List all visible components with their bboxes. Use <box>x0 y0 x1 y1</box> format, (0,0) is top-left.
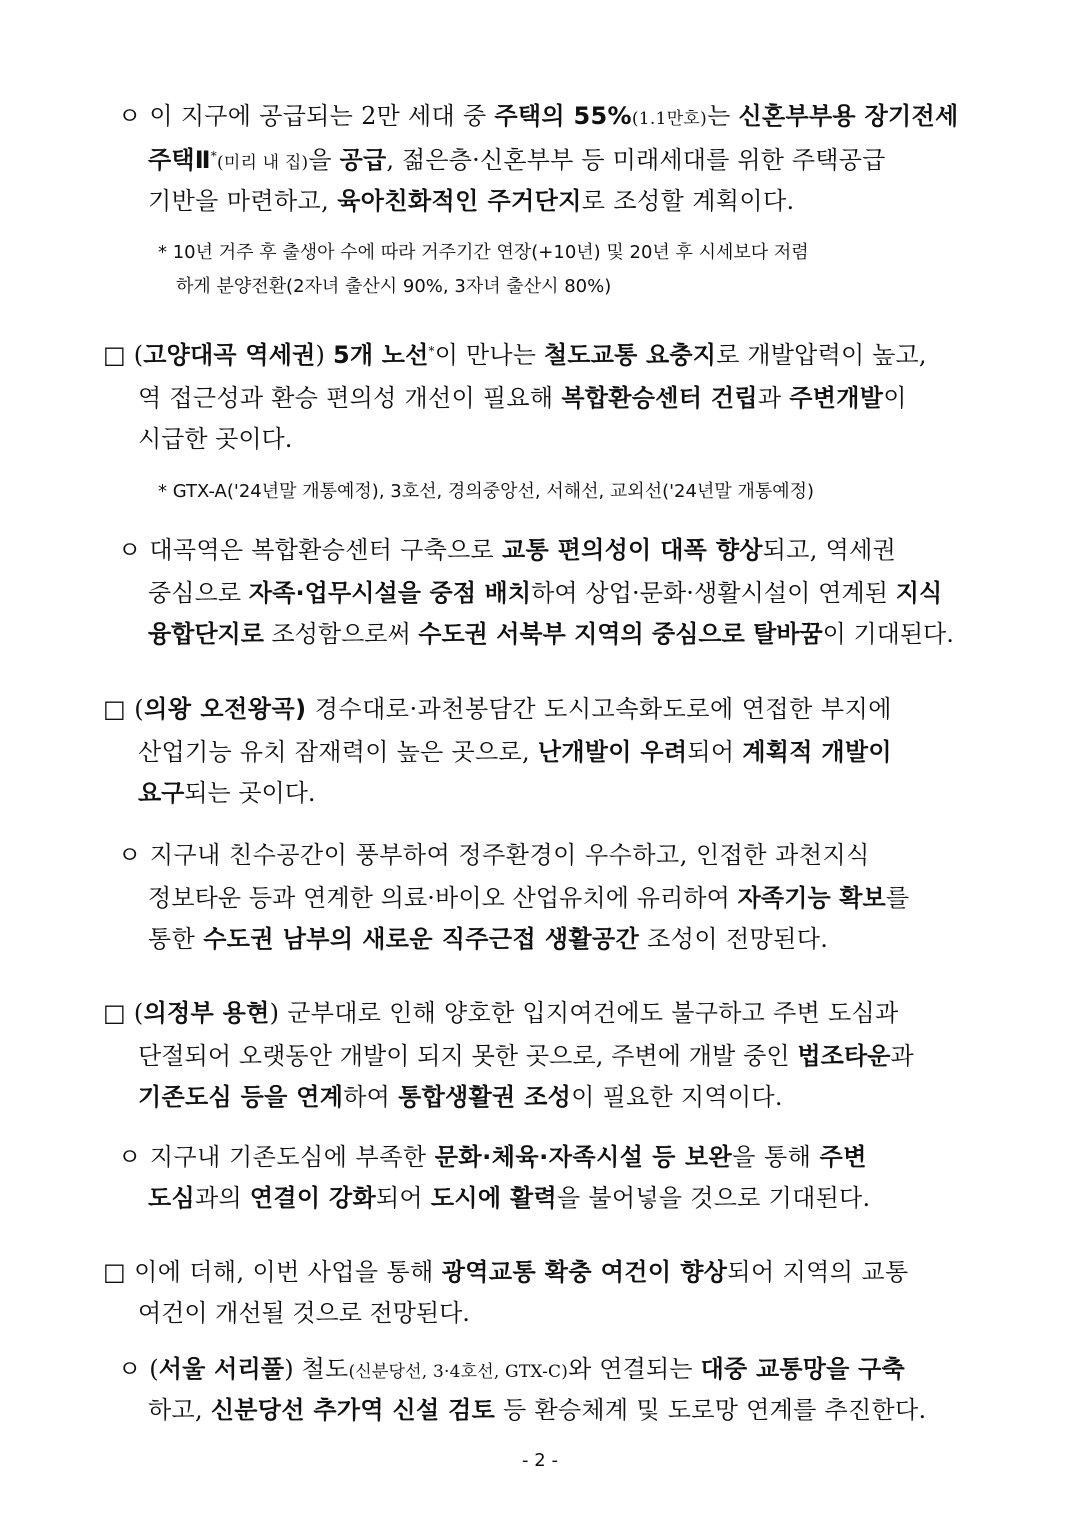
emphasis-text: 요구 <box>138 779 185 807</box>
emphasis-text: 연결이 강화 <box>249 1184 376 1212</box>
page-number: - 2 - <box>522 1450 558 1471</box>
section-text: 되어 <box>687 738 743 766</box>
bullet-text: 을 <box>308 146 340 174</box>
paren-note: (1.1만호) <box>631 109 708 129</box>
bullet-text: 과의 <box>194 1184 250 1212</box>
bullet-text: ㅇ 지구내 친수공간이 풍부하여 정주환경이 우수하고, 인접한 과천지식 <box>118 841 870 869</box>
section-marker: □ ( <box>103 341 144 369</box>
paren-note: (신분당선, 3·4호선, GTX-C) <box>348 1362 569 1382</box>
section-title: 의왕 오전왕곡) <box>144 695 307 723</box>
footnote-mark: * <box>210 149 217 163</box>
section-text: 이 만나는 <box>434 341 544 369</box>
bullet-text: 로 조성할 계획이다. <box>581 187 795 215</box>
emphasis-text: 문화·체육·자족시설 등 보완 <box>434 1143 733 1171</box>
bullet-text: 기반을 마련하고, <box>148 187 338 215</box>
bullet-text: 정보타운 등과 연계한 의료·바이오 산업유치에 유리하여 <box>148 884 738 912</box>
bullet-text: 하고, <box>148 1396 211 1424</box>
section-text: 하여 <box>343 1083 399 1111</box>
emphasis-text: 도시에 활력 <box>430 1184 557 1212</box>
section-text: 되는 곳이다. <box>184 779 316 807</box>
bullet-text: 되고, 역세권 <box>762 536 897 564</box>
section-text: 시급한 곳이다. <box>138 425 293 453</box>
bullet-text: ㅇ 지구내 기존도심에 부족한 <box>118 1143 435 1171</box>
section-text: 여건이 개선될 것으로 전망된다. <box>138 1299 470 1327</box>
section-text: 로 개발압력이 높고, <box>716 341 927 369</box>
emphasis-text: 대중 교통망을 구축 <box>700 1355 905 1383</box>
bullet-text: 중심으로 <box>148 579 249 607</box>
emphasis-text: 기존도심 등을 연계 <box>138 1083 344 1111</box>
bullet-text: 와 연결되는 <box>568 1355 701 1383</box>
emphasis-text: 지식 <box>895 579 943 607</box>
bullet-text: ) 철도 <box>284 1355 349 1383</box>
bullet-text: , 젊은층·신혼부부 등 미래세대를 위한 주택공급 <box>386 146 886 174</box>
section-title: 의정부 용현 <box>143 999 270 1027</box>
emphasis-text: 주변 <box>819 1143 867 1171</box>
emphasis-text: 통합생활권 조성 <box>398 1083 572 1111</box>
section-text: □ 이에 더해, 이번 사업을 통해 <box>103 1258 442 1286</box>
section-text: 과 <box>757 384 790 412</box>
section-title: 고양대곡 역세권 <box>143 341 316 369</box>
emphasis-text: 수도권 남부의 새로운 직주근접 생활공간 <box>203 925 640 953</box>
bullet-text: 되어 <box>375 1184 431 1212</box>
section-marker: □ ( <box>103 695 145 723</box>
section-text: 경수대로·과천봉담간 도시고속화도로에 연접한 부지에 <box>306 695 892 723</box>
bullet-text: 등 환승체계 및 도로망 연계를 추진한다. <box>495 1396 927 1424</box>
section-text: 역 접근성과 환승 편의성 개선이 필요해 <box>138 384 562 412</box>
bullet-text: ㅇ 대곡역은 복합환승센터 구축으로 <box>118 536 502 564</box>
bullet-text: ㅇ 이 지구에 공급되는 2만 세대 중 <box>118 102 495 130</box>
section-text: 과 <box>890 1042 914 1070</box>
footnote-line: * GTX-A('24년말 개통예정), 3호선, 경의중앙선, 서해선, 교외선('24년말 개통예정) <box>158 481 815 502</box>
emphasis-text: 난개발이 우려 <box>537 738 688 766</box>
emphasis-text: 도심 <box>148 1184 195 1212</box>
footnote-line: 하게 분양전환(2자녀 출산시 90%, 3자녀 출산시 80%) <box>176 276 612 297</box>
emphasis-text: 융합단지로 <box>148 620 264 648</box>
bullet-text: 을 통해 <box>732 1143 820 1171</box>
bullet-text: 이 기대된다. <box>822 620 954 648</box>
bullet-text: 조성함으로써 <box>263 620 419 648</box>
emphasis-text: 5개 노선 <box>332 341 429 369</box>
section-text: 산업기능 유치 잠재력이 높은 곳으로, <box>138 738 538 766</box>
footnote-mark: * <box>428 344 435 358</box>
section-text: 단절되어 오랫동안 개발이 되지 못한 곳으로, 주변에 개발 중인 <box>138 1042 798 1070</box>
bullet-text: ㅇ ( <box>118 1355 159 1383</box>
bullet-text: 조성이 전망된다. <box>639 925 829 953</box>
bullet-text: 을 불어넣을 것으로 기대된다. <box>556 1184 871 1212</box>
emphasis-text: 철도교통 요충지 <box>543 341 717 369</box>
bullet-text: 를 <box>885 884 910 912</box>
emphasis-text: 수도권 서북부 지역의 중심으로 탈바꿈 <box>418 620 823 648</box>
emphasis-text: 신혼부부용 장기전세 <box>738 102 959 130</box>
emphasis-text: 계획적 개발이 <box>742 738 892 766</box>
emphasis-text: 자족기능 확보 <box>737 884 886 912</box>
bullet-text: 통한 <box>148 925 204 953</box>
emphasis-text: 신분당선 추가역 신설 검토 <box>210 1396 496 1424</box>
emphasis-text: 공급 <box>339 146 387 174</box>
footnote-line: * 10년 거주 후 출생아 수에 따라 거주기간 연장(+10년) 및 20년 후 시세보다 저렴 <box>158 242 809 263</box>
section-text: ) 군부대로 인해 양호한 입지여건에도 불구하고 주변 도심과 <box>269 999 899 1027</box>
bullet-text: 하여 상업·문화·생활시설이 연계된 <box>531 579 896 607</box>
emphasis-text: 법조타운 <box>797 1042 891 1070</box>
emphasis-text: 주변개발 <box>789 384 884 412</box>
emphasis-text: 광역교통 확충 여건이 향상 <box>441 1258 728 1286</box>
emphasis-text: 주택의 55% <box>494 102 632 130</box>
section-text: 되어 지역의 교통 <box>727 1258 909 1286</box>
emphasis-text: 육아친화적인 주거단지 <box>337 187 582 215</box>
emphasis-text: 주택Ⅱ <box>148 146 211 174</box>
emphasis-text: 교통 편의성이 대폭 향상 <box>501 536 763 564</box>
emphasis-text: 자족·업무시설을 중점 배치 <box>248 579 532 607</box>
bullet-text: 는 <box>707 102 739 130</box>
section-text: ) <box>315 341 333 369</box>
section-marker: □ ( <box>103 999 144 1027</box>
paren-note: (미리 내 집) <box>216 153 309 173</box>
section-title: 서울 서리풀 <box>158 1355 285 1383</box>
emphasis-text: 복합환승센터 건립 <box>561 384 758 412</box>
section-text: 이 필요한 지역이다. <box>571 1083 783 1111</box>
section-text: 이 <box>883 384 907 412</box>
